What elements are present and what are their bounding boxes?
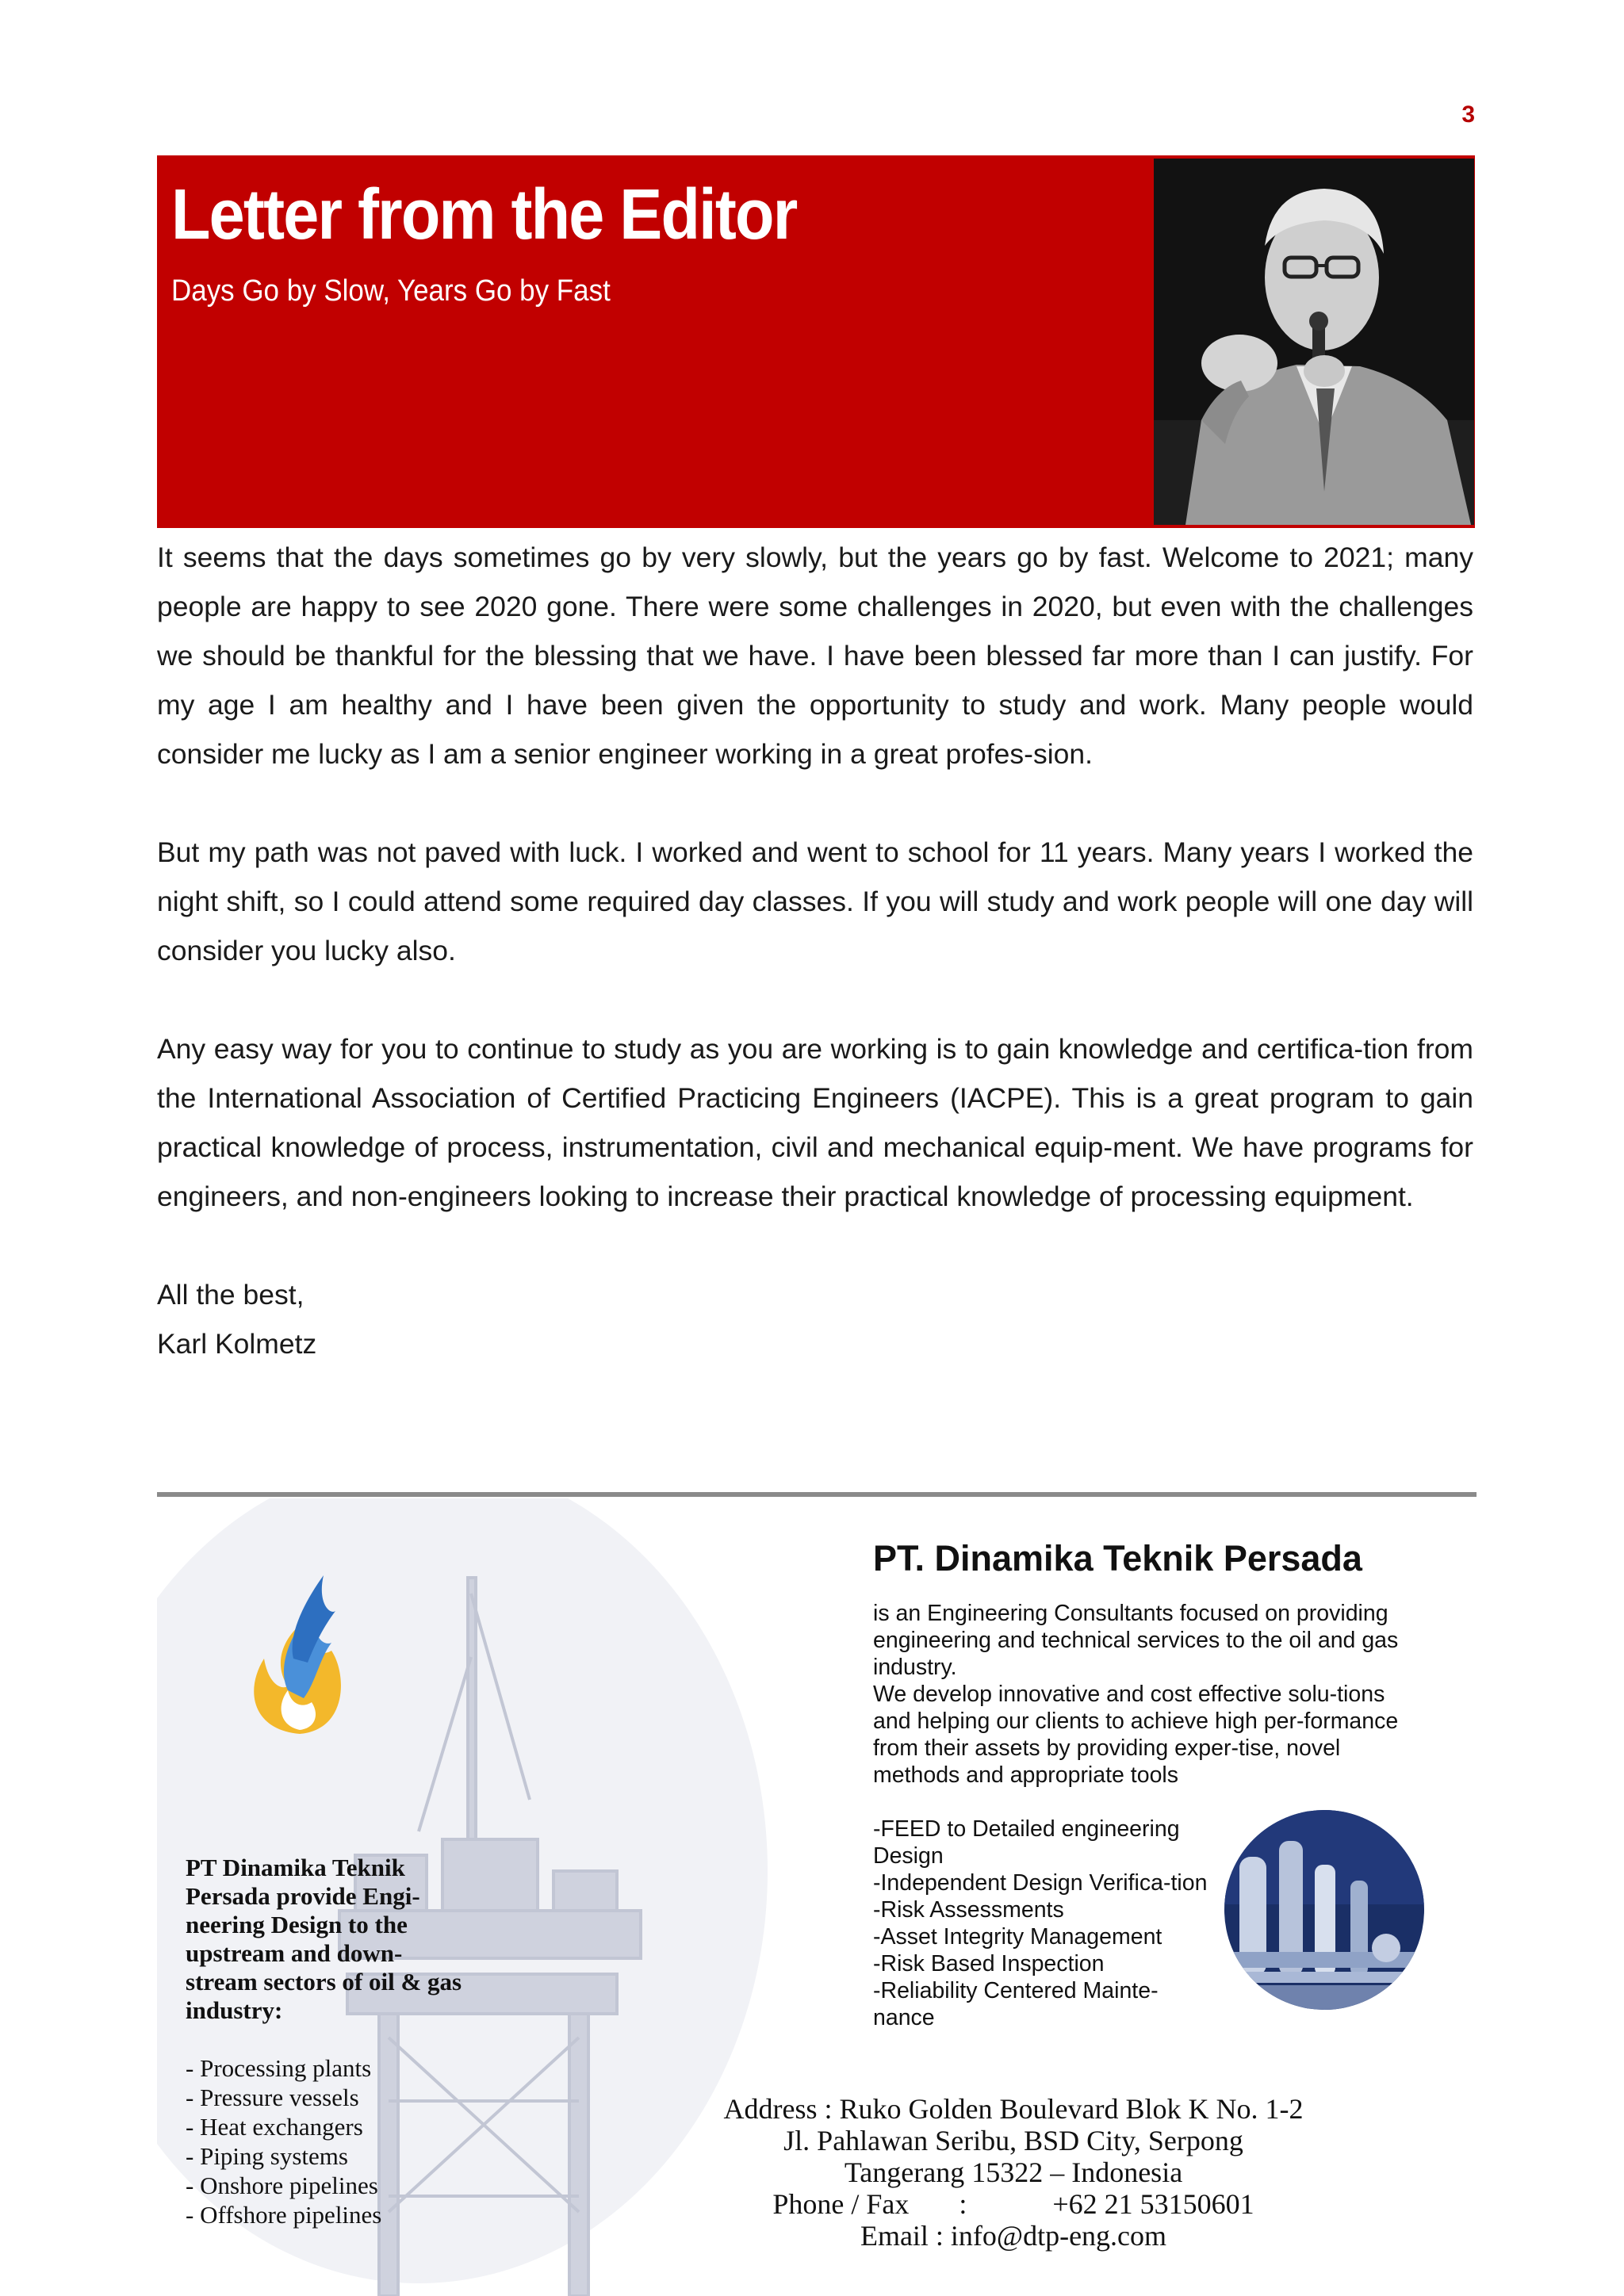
company-logo-flame-icon bbox=[244, 1571, 355, 1738]
company-address bbox=[680, 2093, 1346, 2252]
list-item: - Piping systems bbox=[186, 2142, 348, 2170]
gas-plant-photo bbox=[1224, 1809, 1425, 2011]
list-item: - Onshore pipelines bbox=[186, 2172, 378, 2199]
signature: Karl Kolmetz bbox=[157, 1328, 317, 1360]
closing-line: All the best, bbox=[157, 1279, 304, 1311]
section-divider bbox=[157, 1492, 1477, 1497]
ad-capabilities-list bbox=[186, 2053, 471, 2229]
address-line: Jl. Pahlawan Seribu, BSD City, Serpong bbox=[783, 2125, 1243, 2156]
company-advertisement bbox=[157, 1498, 1477, 2296]
list-item: -Reliability Centered Mainte-nance bbox=[873, 1978, 1159, 2030]
company-description bbox=[873, 1600, 1412, 1789]
list-item: - Heat exchangers bbox=[186, 2113, 363, 2141]
page-subtitle: Days Go by Slow, Years Go by Fast bbox=[171, 274, 611, 308]
description-text: We develop innovative and cost effective solu-tions and helping our clients to achieve high per-formance from their assets by providing exper-tise, novel methods and appropriate tools bbox=[873, 1682, 1399, 1788]
list-item: - Offshore pipelines bbox=[186, 2201, 382, 2229]
company-name: PT. Dinamika Teknik Persada bbox=[873, 1538, 1362, 1578]
list-item: -Risk Based Inspection bbox=[873, 1951, 1105, 1976]
page-title: Letter from the Editor bbox=[171, 175, 797, 254]
list-item: -FEED to Detailed engineering Design bbox=[873, 1816, 1180, 1869]
services-list bbox=[873, 1816, 1214, 2031]
address-line: Tangerang 15322 – Indonesia bbox=[844, 2156, 1183, 2188]
list-item: -Asset Integrity Management bbox=[873, 1924, 1162, 1950]
page-number: 3 bbox=[1461, 101, 1475, 128]
description-text: is an Engineering Consultants focused on providing engineering and technical services to the oil and gas industry. bbox=[873, 1601, 1399, 1680]
ad-services-summary bbox=[186, 1854, 471, 2229]
list-item: -Risk Assessments bbox=[873, 1897, 1064, 1923]
letter-body bbox=[157, 533, 1473, 1368]
list-item: - Processing plants bbox=[186, 2054, 372, 2082]
list-item: -Independent Design Verifica-tion bbox=[873, 1870, 1208, 1896]
letter-paragraph: But my path was not paved with luck. I worked and went to school for 11 years. Many years I worked the night shift, so I could attend some required day classes. If you will study and work people will one day will consider you lucky also. bbox=[157, 836, 1473, 966]
email-line: Email : info@dtp-eng.com bbox=[860, 2220, 1167, 2252]
letter-paragraph: It seems that the days sometimes go by very slowly, but the years go by fast. Welcome to 2021; many people are happy to see 2020 gone. There were some challenges in 2020, but even with the challenges we should be thankful for the blessing that we have. I have been blessed far more than I can justify. For my age I am healthy and I have been given the opportunity to study and work. Many people would consider me lucky as I am a senior engineer working in a great profes-sion. bbox=[157, 541, 1473, 770]
ad-intro-text: PT Dinamika Teknik Persada provide Engi-neering Design to the upstream and down-stream sectors of oil & gas industry: bbox=[186, 1854, 462, 2024]
signoff bbox=[157, 1270, 1473, 1368]
phone-line: Phone / Fax : +62 21 53150601 bbox=[772, 2188, 1254, 2220]
letter-paragraph: Any easy way for you to continue to study as you are working is to gain knowledge and certifica-tion from the International Association of Certified Practicing Engineers (IACPE). This is a great program to gain practical knowledge of process, instrumentation, civil and mechanical equip-ment. We have programs for engineers, and non-engineers looking to increase their practical knowledge of processing equipment. bbox=[157, 1033, 1473, 1212]
address-line: Address : Ruko Golden Boulevard Blok K No. 1-2 bbox=[723, 2093, 1304, 2125]
editor-photo bbox=[1154, 159, 1474, 525]
list-item: - Pressure vessels bbox=[186, 2084, 359, 2111]
